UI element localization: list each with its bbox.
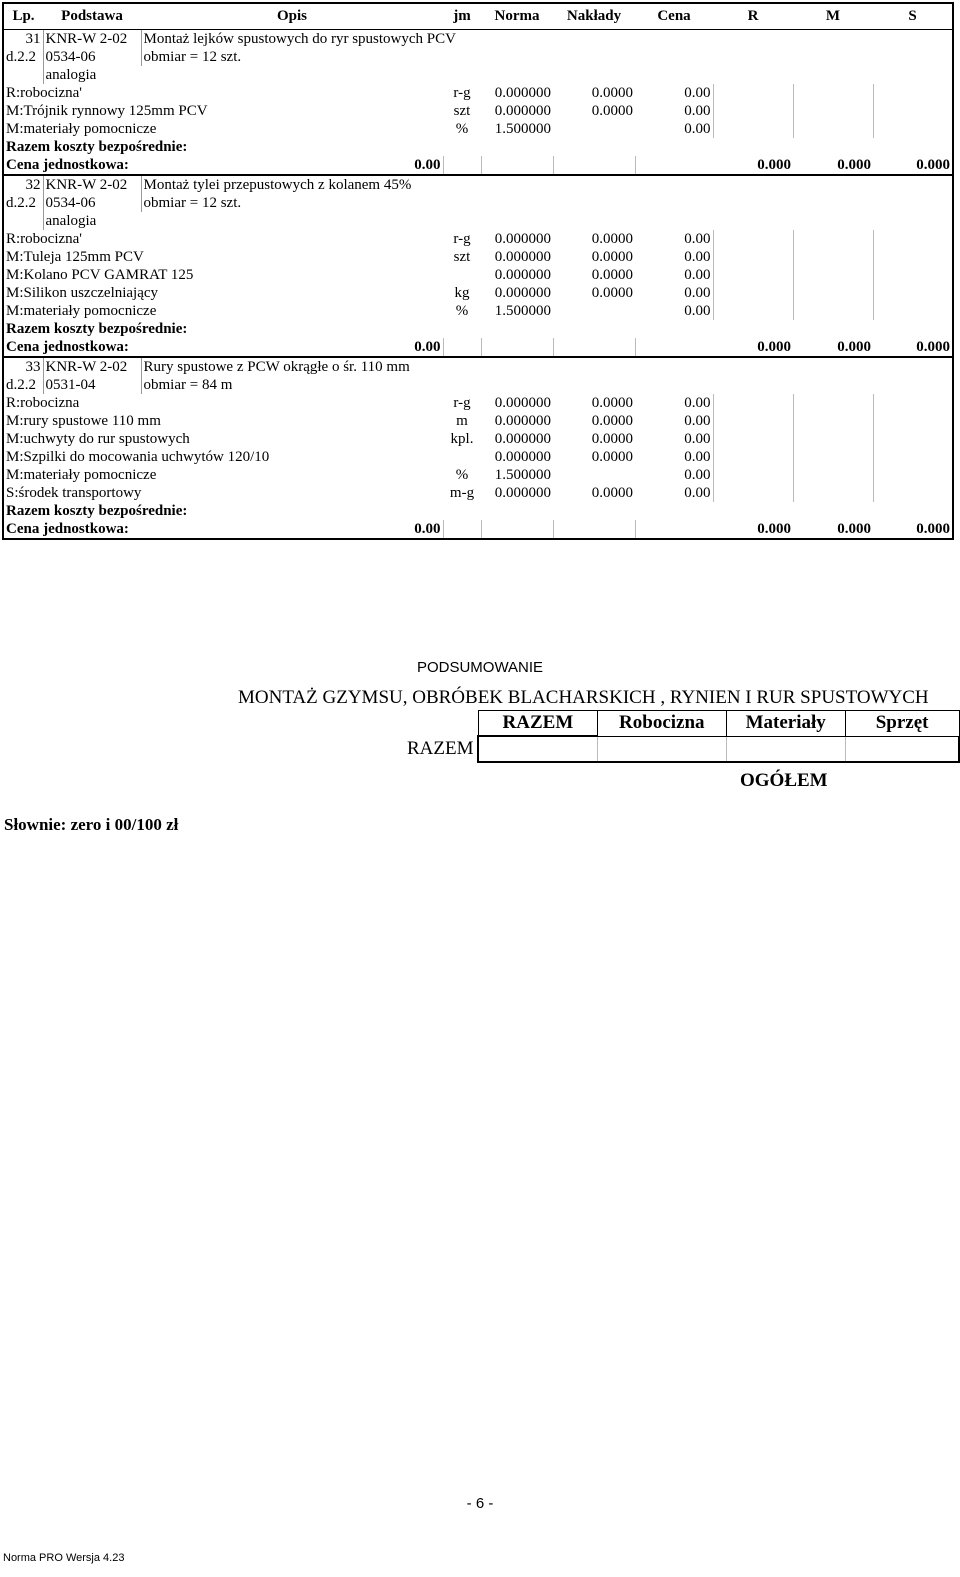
resource-name: M:rury spustowe 110 mm	[3, 412, 443, 430]
empty-cell	[443, 138, 481, 156]
empty-cell	[873, 502, 953, 520]
empty-cell	[635, 156, 713, 175]
resource-naklady: 0.0000	[591, 267, 633, 283]
resource-naklady	[553, 466, 635, 484]
unit-price-row	[3, 520, 953, 539]
resource-m	[793, 120, 873, 138]
resource-m	[793, 302, 873, 320]
resource-s	[873, 230, 953, 248]
page-number: - 6 -	[466, 1495, 494, 1512]
resource-r	[713, 412, 793, 430]
empty-cell	[793, 194, 873, 212]
resource-m	[793, 430, 873, 448]
resource-norma: 0.000000	[494, 267, 551, 283]
empty-cell	[635, 338, 713, 357]
empty-cell	[713, 194, 793, 212]
position-measure: obmiar = 12 szt.	[141, 48, 481, 66]
empty-cell	[443, 502, 481, 520]
empty-cell	[713, 175, 793, 194]
resource-r	[713, 102, 793, 120]
empty-cell	[793, 138, 873, 156]
empty-cell	[553, 520, 635, 539]
resource-row	[3, 102, 953, 120]
estimate-table	[2, 2, 954, 540]
position-basis-code: 0534-06	[43, 194, 141, 212]
resource-row	[3, 284, 953, 302]
total-r: 0.000	[713, 520, 793, 539]
resource-norma: 1.500000	[494, 303, 551, 319]
position-basis-code: 0534-06	[43, 48, 141, 66]
resource-s	[873, 412, 953, 430]
empty-cell	[635, 320, 713, 338]
empty-cell	[793, 357, 873, 376]
empty-cell	[443, 320, 481, 338]
resource-cena: 0.00	[684, 121, 711, 137]
resource-s	[873, 266, 953, 284]
empty-cell	[481, 175, 553, 194]
total-s: 0.000	[873, 156, 953, 175]
header-norma: Norma	[481, 3, 553, 30]
empty-cell	[553, 66, 635, 84]
empty-cell	[3, 212, 43, 230]
summary-row-label: RAZEM	[406, 738, 474, 759]
resource-r	[713, 230, 793, 248]
empty-cell	[553, 212, 635, 230]
position-analogy: analogia	[43, 212, 141, 230]
resource-norma: 0.000000	[494, 231, 551, 247]
resource-m	[793, 394, 873, 412]
empty-cell	[635, 520, 713, 539]
resource-cena: 0.00	[684, 449, 711, 465]
position-lp-suffix: d.2.2	[3, 194, 43, 212]
empty-cell	[873, 48, 953, 66]
empty-cell	[481, 338, 553, 357]
summary-col-sprzet: Sprzęt	[845, 711, 959, 737]
resource-name: M:Szpilki do mocowania uchwytów 120/10	[3, 448, 443, 466]
resource-r	[713, 430, 793, 448]
resource-s	[873, 84, 953, 102]
empty-cell	[873, 194, 953, 212]
empty-cell	[635, 138, 713, 156]
position-description: Montaż lejków spustowych do ryr spustowych PCV	[141, 30, 481, 49]
empty-cell	[553, 156, 635, 175]
summary-table	[400, 710, 960, 763]
resource-s	[873, 484, 953, 502]
unit-price-label: Cena jednostkowa:	[3, 156, 141, 175]
header-lp: Lp.	[3, 3, 43, 30]
resource-naklady: 0.0000	[591, 449, 633, 465]
resource-cena: 0.00	[684, 249, 711, 265]
empty-cell	[635, 357, 713, 376]
resource-jm: m	[456, 413, 468, 429]
empty-cell	[793, 502, 873, 520]
direct-costs-row	[3, 502, 953, 520]
direct-costs-label: Razem koszty bezpośrednie:	[3, 502, 443, 520]
summary-title: PODSUMOWANIE	[416, 659, 544, 676]
resource-naklady: 0.0000	[591, 395, 633, 411]
empty-cell	[481, 357, 553, 376]
empty-cell	[481, 502, 553, 520]
summary-subtitle: MONTAŻ GZYMSU, OBRÓBEK BLACHARSKICH , RYNIEN I RUR SPUSTOWYCH	[238, 687, 929, 708]
resource-naklady	[553, 302, 635, 320]
header-s: S	[873, 3, 953, 30]
empty-cell	[141, 66, 443, 84]
resource-row	[3, 394, 953, 412]
direct-costs-label: Razem koszty bezpośrednie:	[3, 138, 443, 156]
resource-m	[793, 230, 873, 248]
resource-naklady: 0.0000	[591, 413, 633, 429]
header-podstawa: Podstawa	[43, 3, 141, 30]
resource-r	[713, 248, 793, 266]
resource-jm	[443, 448, 481, 466]
empty-cell	[713, 320, 793, 338]
position-analogy: analogia	[43, 66, 141, 84]
empty-cell	[481, 138, 553, 156]
empty-cell	[481, 212, 553, 230]
position-measure: obmiar = 12 szt.	[141, 194, 481, 212]
resource-r	[713, 120, 793, 138]
resource-name: M:Trójnik rynnowy 125mm PCV	[3, 102, 443, 120]
empty-cell	[481, 48, 553, 66]
resource-jm: r-g	[453, 231, 471, 247]
empty-cell	[793, 30, 873, 49]
position-basis: KNR-W 2-02	[43, 30, 141, 49]
resource-jm: r-g	[453, 395, 471, 411]
resource-row	[3, 266, 953, 284]
total-s: 0.000	[873, 338, 953, 357]
resource-name: R:robocizna	[3, 394, 443, 412]
resource-name: R:robocizna'	[3, 84, 443, 102]
resource-cena: 0.00	[684, 231, 711, 247]
resource-cena: 0.00	[684, 85, 711, 101]
software-footer: Norma PRO Wersja 4.23	[3, 1552, 125, 1564]
resource-naklady: 0.0000	[591, 431, 633, 447]
position-measure-row	[3, 194, 953, 212]
resource-jm: kpl.	[450, 431, 474, 447]
position-lp-suffix: d.2.2	[3, 376, 43, 394]
empty-cell	[635, 212, 713, 230]
resource-r	[713, 284, 793, 302]
empty-cell	[141, 212, 443, 230]
resource-r	[713, 394, 793, 412]
empty-cell	[553, 48, 635, 66]
position-basis: KNR-W 2-02	[43, 175, 141, 194]
summary-ogolem: OGÓŁEM	[740, 770, 828, 791]
resource-naklady	[553, 120, 635, 138]
resource-jm: %	[455, 303, 469, 319]
resource-row	[3, 430, 953, 448]
total-m: 0.000	[793, 156, 873, 175]
resource-name: M:materiały pomocnicze	[3, 466, 443, 484]
resource-jm	[443, 266, 481, 284]
summary-col-materialy: Materiały	[726, 711, 845, 737]
resource-jm: %	[455, 467, 469, 483]
resource-r	[713, 84, 793, 102]
resource-jm: szt	[453, 249, 471, 265]
resource-naklady: 0.0000	[591, 285, 633, 301]
summary-cell-robocizna	[597, 736, 726, 762]
position-basis: KNR-W 2-02	[43, 357, 141, 376]
resource-cena: 0.00	[684, 267, 711, 283]
resource-r	[713, 302, 793, 320]
resource-m	[793, 84, 873, 102]
empty-cell	[553, 357, 635, 376]
direct-costs-row	[3, 320, 953, 338]
direct-costs-label: Razem koszty bezpośrednie:	[3, 320, 443, 338]
position-description: Rury spustowe z PCW okrągłe o śr. 110 mm	[141, 357, 481, 376]
resource-name: M:uchwyty do rur spustowych	[3, 430, 443, 448]
empty-cell	[635, 502, 713, 520]
position-analogy-row	[3, 66, 953, 84]
resource-naklady: 0.0000	[591, 249, 633, 265]
resource-r	[713, 484, 793, 502]
resource-cena: 0.00	[684, 103, 711, 119]
resource-norma: 0.000000	[494, 85, 551, 101]
resource-naklady: 0.0000	[591, 485, 633, 501]
empty-cell	[553, 376, 635, 394]
unit-price-label: Cena jednostkowa:	[3, 520, 141, 539]
empty-cell	[793, 320, 873, 338]
summary-cell-materialy	[726, 736, 845, 762]
resource-norma: 1.500000	[494, 467, 551, 483]
resource-m	[793, 484, 873, 502]
empty-cell	[873, 376, 953, 394]
empty-cell	[553, 194, 635, 212]
position-analogy-row	[3, 212, 953, 230]
resource-m	[793, 266, 873, 284]
summary-header-row	[400, 711, 959, 737]
resource-s	[873, 284, 953, 302]
empty-cell	[713, 66, 793, 84]
resource-m	[793, 284, 873, 302]
resource-naklady: 0.0000	[591, 103, 633, 119]
resource-cena: 0.00	[684, 413, 711, 429]
resource-norma: 0.000000	[494, 413, 551, 429]
resource-r	[713, 266, 793, 284]
empty-cell	[635, 30, 713, 49]
empty-cell	[443, 520, 481, 539]
resource-m	[793, 102, 873, 120]
empty-cell	[873, 320, 953, 338]
empty-cell	[443, 66, 481, 84]
position-measure-row	[3, 48, 953, 66]
empty-cell	[481, 376, 553, 394]
unit-price-row	[3, 338, 953, 357]
empty-cell	[873, 138, 953, 156]
empty-cell	[443, 156, 481, 175]
total-r: 0.000	[713, 338, 793, 357]
position-header-row	[3, 30, 953, 49]
resource-s	[873, 448, 953, 466]
resource-jm: r-g	[453, 85, 471, 101]
resource-row	[3, 484, 953, 502]
resource-r	[713, 448, 793, 466]
resource-norma: 0.000000	[494, 103, 551, 119]
header-jm: jm	[443, 3, 481, 30]
total-s: 0.000	[873, 520, 953, 539]
header-opis: Opis	[141, 3, 443, 30]
resource-cena: 0.00	[684, 431, 711, 447]
empty-cell	[713, 212, 793, 230]
resource-name: M:materiały pomocnicze	[3, 120, 443, 138]
position-measure-row	[3, 376, 953, 394]
empty-cell	[443, 338, 481, 357]
empty-cell	[481, 194, 553, 212]
empty-cell	[481, 320, 553, 338]
unit-price-value: 0.00	[141, 156, 443, 175]
position-measure: obmiar = 84 m	[141, 376, 481, 394]
empty-cell	[553, 320, 635, 338]
summary-cell-razem	[478, 736, 597, 762]
resource-m	[793, 466, 873, 484]
resource-name: M:Kolano PCV GAMRAT 125	[3, 266, 443, 284]
resource-jm: kg	[454, 285, 470, 301]
total-r: 0.000	[713, 156, 793, 175]
resource-s	[873, 430, 953, 448]
position-description: Montaż tylei przepustowych z kolanem 45%	[141, 175, 481, 194]
position-lp: 31	[3, 30, 43, 49]
unit-price-value: 0.00	[141, 338, 443, 357]
empty-cell	[713, 376, 793, 394]
direct-costs-row	[3, 138, 953, 156]
empty-cell	[873, 30, 953, 49]
position-basis-code: 0531-04	[43, 376, 141, 394]
position-lp: 33	[3, 357, 43, 376]
empty-cell	[553, 338, 635, 357]
resource-norma: 0.000000	[494, 449, 551, 465]
resource-cena: 0.00	[684, 467, 711, 483]
total-m: 0.000	[793, 338, 873, 357]
empty-cell	[553, 175, 635, 194]
resource-s	[873, 302, 953, 320]
total-m: 0.000	[793, 520, 873, 539]
empty-cell	[553, 138, 635, 156]
empty-cell	[873, 212, 953, 230]
resource-norma: 0.000000	[494, 395, 551, 411]
resource-cena: 0.00	[684, 303, 711, 319]
resource-row	[3, 302, 953, 320]
resource-norma: 0.000000	[494, 285, 551, 301]
resource-norma: 0.000000	[494, 431, 551, 447]
resource-cena: 0.00	[684, 485, 711, 501]
resource-cena: 0.00	[684, 285, 711, 301]
empty-cell	[481, 156, 553, 175]
position-lp-suffix: d.2.2	[3, 48, 43, 66]
table-header	[3, 3, 953, 30]
resource-m	[793, 248, 873, 266]
resource-s	[873, 394, 953, 412]
empty-cell	[635, 194, 713, 212]
unit-price-label: Cena jednostkowa:	[3, 338, 141, 357]
resource-s	[873, 102, 953, 120]
resource-jm: m-g	[449, 485, 475, 501]
resource-row	[3, 466, 953, 484]
position-lp: 32	[3, 175, 43, 194]
resource-m	[793, 412, 873, 430]
amount-in-words: Słownie: zero i 00/100 zł	[4, 815, 179, 834]
unit-price-row	[3, 156, 953, 175]
resource-row	[3, 448, 953, 466]
empty-cell	[635, 175, 713, 194]
resource-s	[873, 248, 953, 266]
resource-row	[3, 412, 953, 430]
empty-cell	[793, 376, 873, 394]
header-cena: Cena	[635, 3, 713, 30]
empty-cell	[635, 376, 713, 394]
empty-cell	[635, 48, 713, 66]
resource-name: M:Silikon uszczelniający	[3, 284, 443, 302]
summary-col-robocizna: Robocizna	[597, 711, 726, 737]
estimate-sheet	[2, 2, 952, 540]
resource-naklady: 0.0000	[591, 231, 633, 247]
resource-name: M:materiały pomocnicze	[3, 302, 443, 320]
resource-norma: 0.000000	[494, 249, 551, 265]
summary-razem-row	[400, 736, 959, 762]
empty-cell	[873, 66, 953, 84]
resource-row	[3, 230, 953, 248]
resource-name: R:robocizna'	[3, 230, 443, 248]
empty-cell	[635, 66, 713, 84]
empty-cell	[481, 66, 553, 84]
resource-row	[3, 84, 953, 102]
empty-cell	[481, 30, 553, 49]
empty-cell	[713, 357, 793, 376]
resource-s	[873, 466, 953, 484]
resource-norma: 1.500000	[494, 121, 551, 137]
resource-row	[3, 120, 953, 138]
resource-m	[793, 448, 873, 466]
empty-cell	[713, 48, 793, 66]
empty-cell	[553, 30, 635, 49]
header-r: R	[713, 3, 793, 30]
empty-cell	[873, 175, 953, 194]
header-m: M	[793, 3, 873, 30]
resource-jm: szt	[453, 103, 471, 119]
resource-naklady: 0.0000	[591, 85, 633, 101]
empty-cell	[793, 175, 873, 194]
resource-norma: 0.000000	[494, 485, 551, 501]
resource-row	[3, 248, 953, 266]
position-header-row	[3, 357, 953, 376]
resource-name: S:środek transportowy	[3, 484, 443, 502]
header-naklady: Nakłady	[553, 3, 635, 30]
summary-cell-sprzet	[845, 736, 959, 762]
resource-cena: 0.00	[684, 395, 711, 411]
empty-cell	[553, 502, 635, 520]
empty-cell	[3, 66, 43, 84]
position-header-row	[3, 175, 953, 194]
empty-cell	[713, 30, 793, 49]
empty-cell	[713, 138, 793, 156]
empty-cell	[793, 66, 873, 84]
resource-s	[873, 120, 953, 138]
empty-cell	[481, 520, 553, 539]
resource-r	[713, 466, 793, 484]
resource-name: M:Tuleja 125mm PCV	[3, 248, 443, 266]
summary-col-razem: RAZEM	[478, 711, 597, 737]
resource-jm: %	[455, 121, 469, 137]
empty-cell	[443, 212, 481, 230]
unit-price-value: 0.00	[141, 520, 443, 539]
empty-cell	[713, 502, 793, 520]
empty-cell	[793, 48, 873, 66]
empty-cell	[873, 357, 953, 376]
empty-cell	[793, 212, 873, 230]
